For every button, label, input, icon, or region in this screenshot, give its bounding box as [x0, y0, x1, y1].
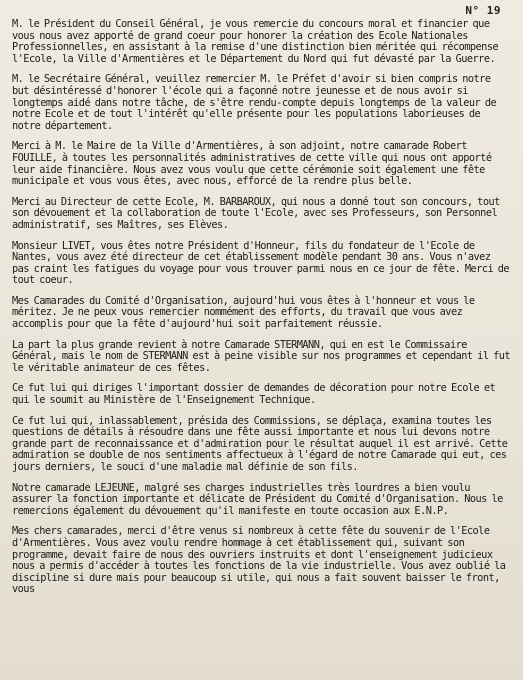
paragraph-secretaire-general: M. le Secrétaire Général, veuillez remercier M. le Préfet d'avoir si bien compris notre but désintéressé d'honorer l'école qui a façonné notre jeunesse et de nous avoir si longtemps aidé dans notre tâche, de s'être rendu-compte depuis longtemps de la valeur de notre Ecole et de tout l'intérêt qu'elle présente pour les populations laborieuses de notre département.	[12, 73, 497, 132]
paragraph-comite-organisation: Mes Camarades du Comité d'Organisation, aujourd'hui vous êtes à l'honneur et vous le méritez. Je ne peux vous remercier nommément des efforts, du travail que vous avez accomplis pour que la fête d'aujourd'hui soit parfaitement réussie.	[12, 294, 475, 331]
paragraph-dossier-decoration: Ce fut lui qui diriges l'important dossier de demandes de décoration pour notre Ecole et qui le soumit au Ministère de l'Enseignement Technique.	[12, 382, 496, 407]
page-number: N° 19	[465, 4, 501, 17]
paragraph-maire-armentieres: Merci à M. le Maire de la Ville d'Armentières, à son adjoint, notre camarade Robert FOUILLE, à toutes les personnalités administratives de cette ville qui nous ont apporté leur aide financière. Nous avez vous voulu que cette cérémonie soit également une fête municipale et vous vous êtes, avec nous, efforcé de la rendre plus belle.	[12, 140, 492, 188]
paragraph-chers-camarades: Mes chers camarades, merci d'être venus si nombreux à cette fête du souvenir de l'Ecole d'Armentières. Vous avez voulu rendre hommage à cet établissement qui, suivant son programme, devait faire de nous des ouvriers instruits et dont l'enseignement judicieux nous a permis d'accéder à toutes les fonctions de la vie industrielle. Vous avez oublié la discipline si dure mais pour beaucoup si utile, qui nous a fait souvent baisser le front, vous	[12, 525, 506, 596]
paragraph-president-conseil-general: M. le Président du Conseil Général, je vous remercie du concours moral et financier que vous nous avez apporté de grand coeur pour honorer la création des Ecole Nationales Professionnelles, en assistant à la remise d'une distinction bien méritée qui récompense l'Ecole, la Ville d'Armentières et le Département du Nord qui fut dévasté par la Guerre.	[12, 18, 499, 65]
paragraph-monsieur-livet: Monsieur LIVET, vous êtes notre Président d'Honneur, fils du fondateur de l'Ecole de Nantes, vous avez été directeur de cet établissement modèle pendant 30 ans. Vous n'avez pas craint les fatigues du voyage pour vous trouver parmi nous en ce jour de fête. Merci de tout coeur.	[12, 239, 510, 287]
paragraph-directeur-ecole: Merci au Directeur de cette Ecole, M. BARBAROUX, qui nous a donné tout son concours, tout son dévouement et la collaboration de toute l'Ecole, avec ses Professeurs, son Personnel administratif, ses Maîtres, ses Elèves.	[12, 195, 500, 231]
paragraph-lejeune: Notre camarade LEJEUNE, malgré ses charges industrielles très lourdres a bien voulu assurer la fonction importante et délicate de Président du Comité d'Organisation. Nous le remercions également du dévouement qu'il manifeste en toute occasion aux E.N.P.	[12, 481, 503, 517]
paragraph-commissions: Ce fut lui qui, inlassablement, présida des Commissions, se déplaça, examina toutes les questions de détails à résoudre dans une fête aussi importante et nous lui devons notre grande part de reconnaissance et d'admiration pour le résultat auquel il est arrivé. Cette admiration se double de nos sentiments affectueux à l'égard de notre Camarade qui eut, ces jours derniers, le souci d'une maladie mal définie de son fils.	[12, 414, 508, 473]
paragraph-stermann: La part la plus grande revient à notre Camarade STERMANN, qui en est le Commissaire Général, mais le nom de STERMANN est à peine visible sur nos programmes et cependant il fut le véritable animateur de ces fêtes.	[12, 338, 511, 374]
